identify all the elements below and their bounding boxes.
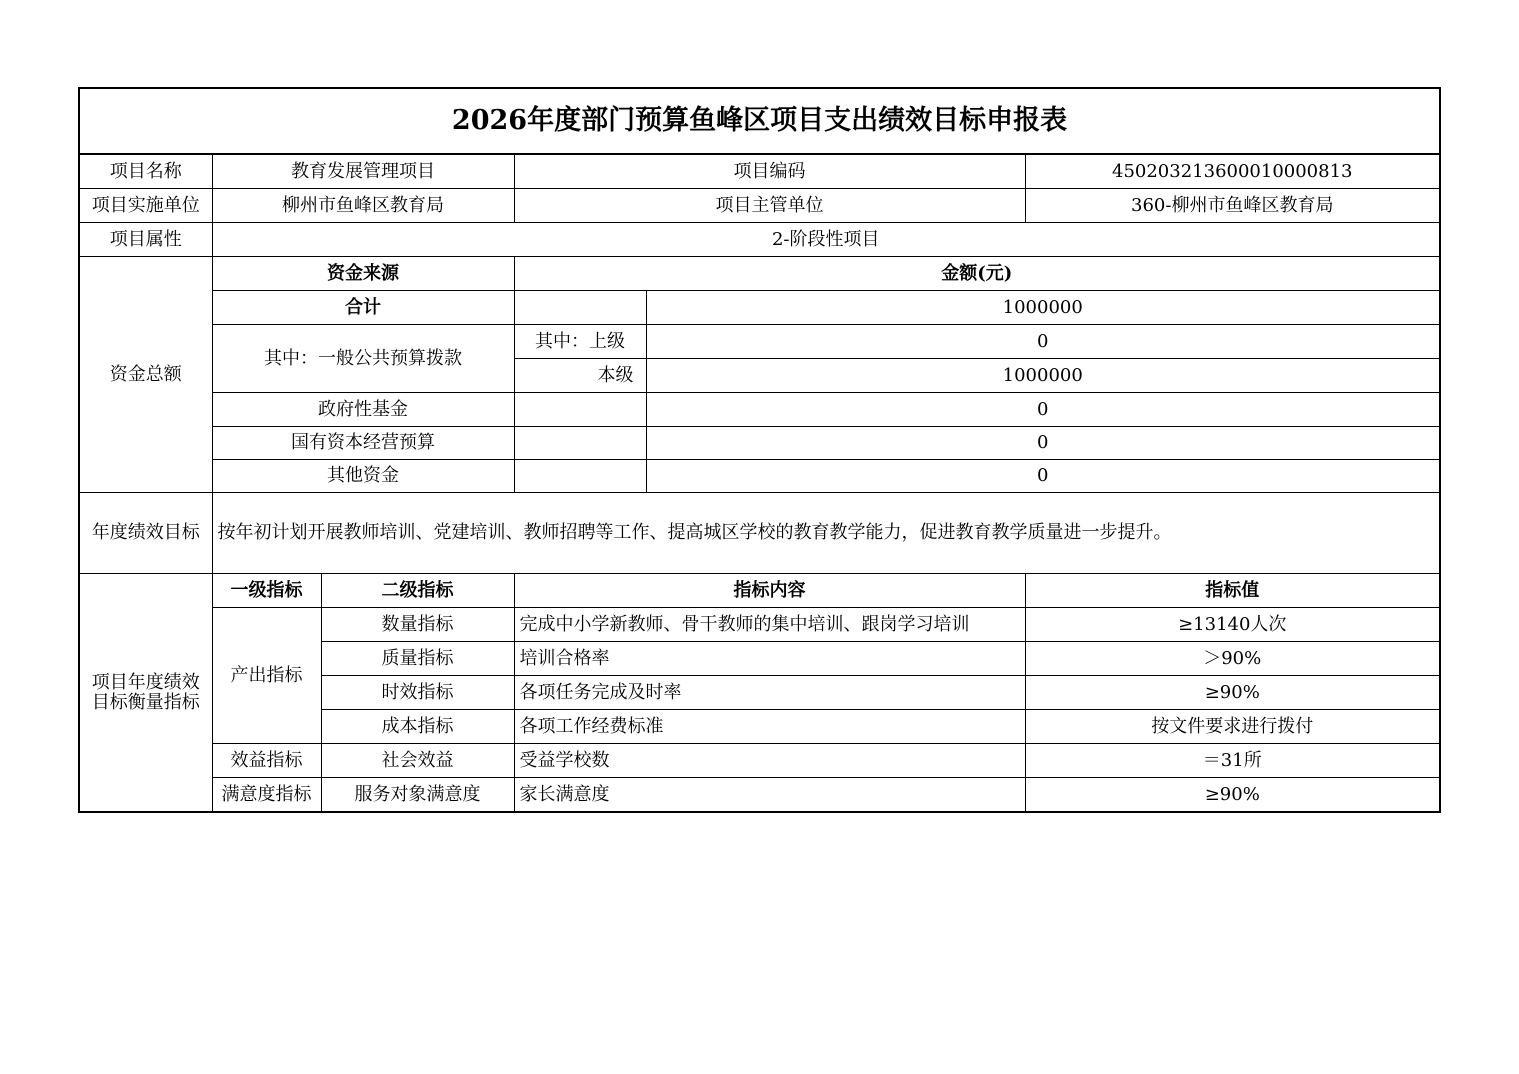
project-name-value: 教育发展管理项目 <box>212 154 514 189</box>
content-cell: 受益学校数 <box>514 744 1025 778</box>
annual-goal-text: 按年初计划开展教师培训、党建培训、教师招聘等工作、提高城区学校的教育教学能力，促进教育教学质量进一步提升。 <box>212 493 1440 574</box>
upper-level-label: 其中：上级 <box>514 325 646 359</box>
state-capital-label: 国有资本经营预算 <box>212 427 514 460</box>
level1-satisfaction: 满意度指标 <box>212 778 321 813</box>
level1-output: 产出指标 <box>212 608 321 744</box>
content-cell: 各项任务完成及时率 <box>514 676 1025 710</box>
other-funds-value: 0 <box>646 460 1440 493</box>
gov-fund-label: 政府性基金 <box>212 393 514 427</box>
value-cell: ＞90% <box>1025 642 1440 676</box>
value-cell: ≥90% <box>1025 676 1440 710</box>
level1-header: 一级指标 <box>212 574 321 608</box>
content-cell: 家长满意度 <box>514 778 1025 813</box>
impl-unit-label: 项目实施单位 <box>79 189 212 223</box>
supervisor-unit-value: 360-柳州市鱼峰区教育局 <box>1025 189 1440 223</box>
level2-cell: 社会效益 <box>321 744 514 778</box>
total-label: 合计 <box>212 291 514 325</box>
table-row <box>79 608 1440 642</box>
gov-fund-sub-cell <box>514 393 646 427</box>
level2-cell: 成本指标 <box>321 710 514 744</box>
gov-fund-value: 0 <box>646 393 1440 427</box>
content-header: 指标内容 <box>514 574 1025 608</box>
funds-section-label: 资金总额 <box>79 257 212 493</box>
level2-cell: 质量指标 <box>321 642 514 676</box>
state-capital-value: 0 <box>646 427 1440 460</box>
total-sub-cell <box>514 291 646 325</box>
total-value: 1000000 <box>646 291 1440 325</box>
other-funds-sub-cell <box>514 460 646 493</box>
value-cell: ≥90% <box>1025 778 1440 813</box>
value-cell: 按文件要求进行拨付 <box>1025 710 1440 744</box>
general-budget-label: 其中：一般公共预算拨款 <box>212 325 514 393</box>
other-funds-label: 其他资金 <box>212 460 514 493</box>
value-cell: ＝31所 <box>1025 744 1440 778</box>
page-title: 2026年度部门预算鱼峰区项目支出绩效目标申报表 <box>79 88 1440 154</box>
level1-benefit: 效益指标 <box>212 744 321 778</box>
value-header: 指标值 <box>1025 574 1440 608</box>
local-level-label: 本级 <box>514 359 646 393</box>
performance-target-table <box>78 87 1441 813</box>
upper-level-value: 0 <box>646 325 1440 359</box>
project-name-label: 项目名称 <box>79 154 212 189</box>
table-row <box>79 778 1440 813</box>
supervisor-unit-label: 项目主管单位 <box>514 189 1025 223</box>
local-level-value: 1000000 <box>646 359 1440 393</box>
level2-cell: 服务对象满意度 <box>321 778 514 813</box>
content-cell: 完成中小学新教师、骨干教师的集中培训、跟岗学习培训 <box>514 608 1025 642</box>
project-code-label: 项目编码 <box>514 154 1025 189</box>
fund-source-header: 资金来源 <box>212 257 514 291</box>
annual-goal-label: 年度绩效目标 <box>79 493 212 574</box>
table-row <box>79 744 1440 778</box>
amount-header: 金额(元) <box>514 257 1440 291</box>
state-capital-sub-cell <box>514 427 646 460</box>
project-attr-value: 2-阶段性项目 <box>212 223 1440 257</box>
project-code-value: 450203213600010000813 <box>1025 154 1440 189</box>
indicators-section-label: 项目年度绩效目标衡量指标 <box>79 574 212 813</box>
level2-header: 二级指标 <box>321 574 514 608</box>
content-cell: 各项工作经费标准 <box>514 710 1025 744</box>
content-cell: 培训合格率 <box>514 642 1025 676</box>
level2-cell: 数量指标 <box>321 608 514 642</box>
level2-cell: 时效指标 <box>321 676 514 710</box>
value-cell: ≥13140人次 <box>1025 608 1440 642</box>
impl-unit-value: 柳州市鱼峰区教育局 <box>212 189 514 223</box>
project-attr-label: 项目属性 <box>79 223 212 257</box>
